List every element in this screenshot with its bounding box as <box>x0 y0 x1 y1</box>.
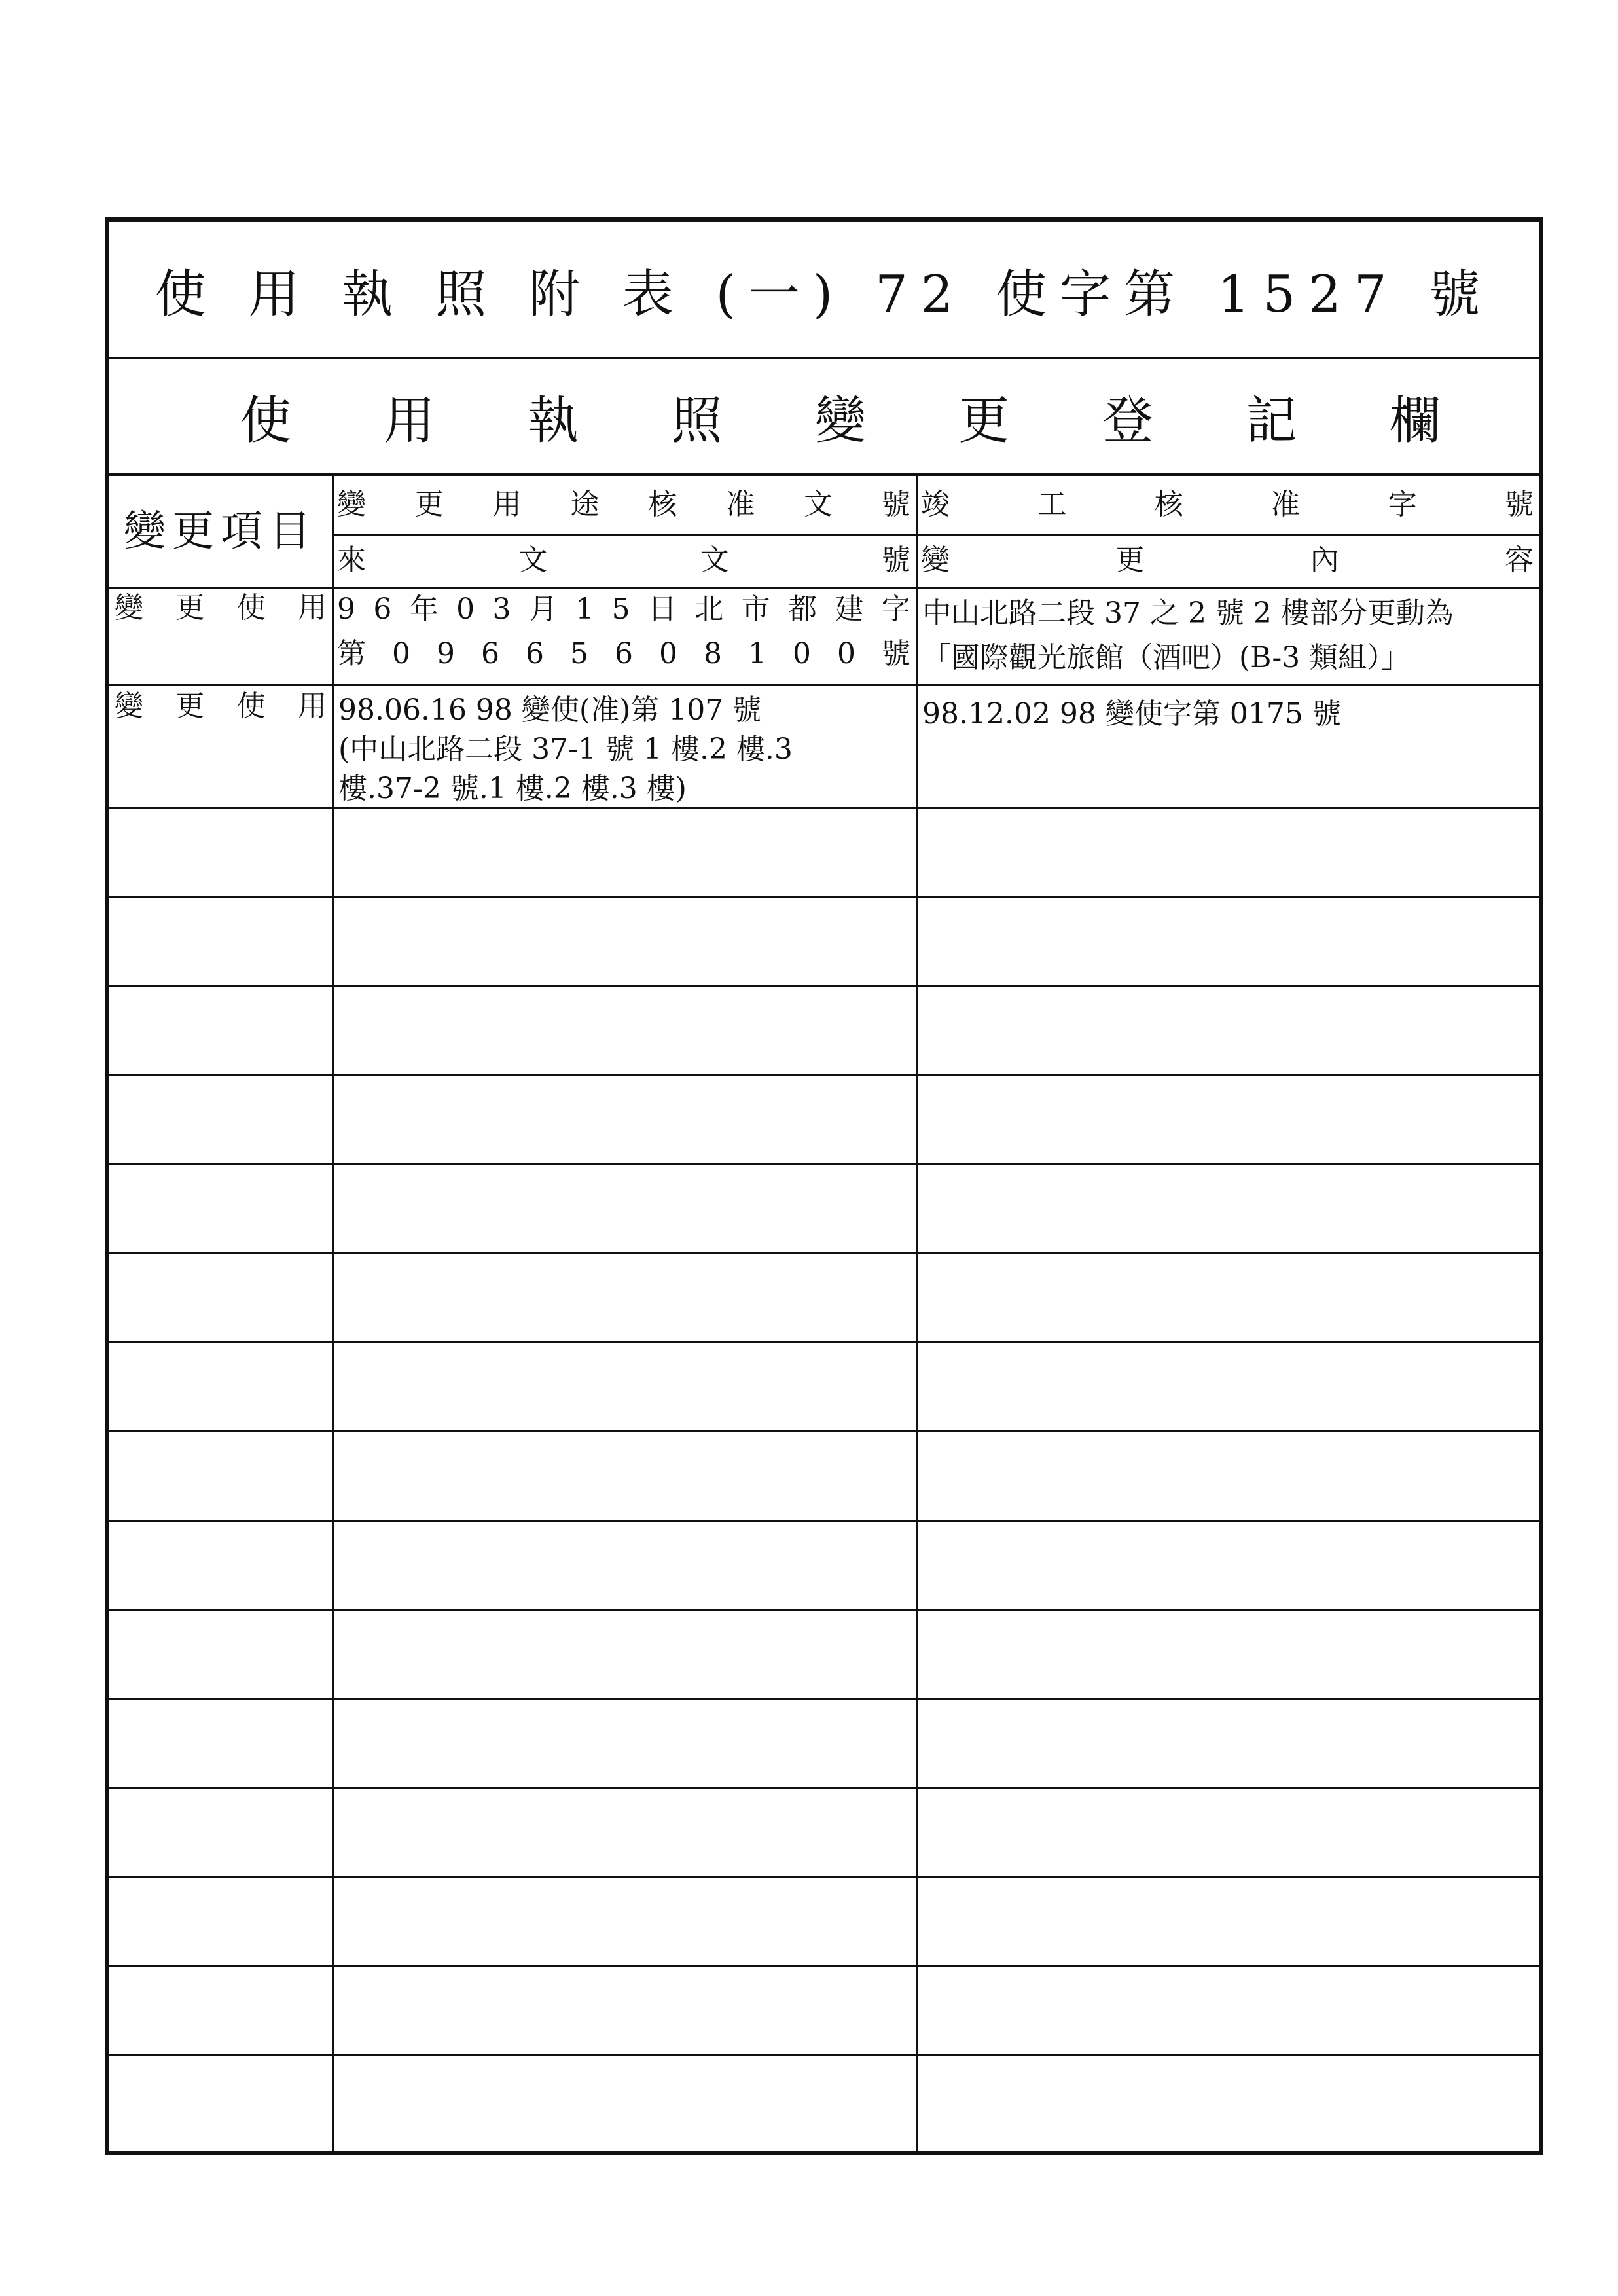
table-row-divider <box>109 1609 1539 1611</box>
registration-table <box>109 476 1539 2151</box>
license-attachment-form <box>105 217 1543 2155</box>
table-row-divider <box>109 1341 1539 1343</box>
header-incoming-doc-no: 來 文 文 號 <box>337 543 910 577</box>
table-row-divider <box>109 1163 1539 1165</box>
table-row-divider <box>109 1430 1539 1432</box>
row-2-doc-line-2: (中山北路二段 37-1 號 1 樓.2 樓.3 <box>338 733 793 766</box>
table-row-divider <box>109 1965 1539 1967</box>
row-1-doc-line-2: 第 0 9 6 6 5 6 0 8 1 0 0 號 <box>337 637 910 670</box>
table-row-divider <box>109 1520 1539 1522</box>
header-change-content: 變 更 內 容 <box>921 543 1534 577</box>
table-row-divider <box>109 1074 1539 1076</box>
table-row-divider <box>109 896 1539 898</box>
header-approval-doc-no: 變 更 用 途 核 准 文 號 <box>337 488 910 521</box>
row-1-content-line-2: 「國際觀光旅館（酒吧）(B-3 類組）」 <box>922 641 1411 674</box>
row-2-doc-line-3: 樓.37-2 號.1 樓.2 樓.3 樓) <box>338 772 687 805</box>
form-title: 使 用 執 照 附 表 (一) 72 使字第 1527 號 <box>109 222 1539 359</box>
header-completion-no: 竣 工 核 准 字 號 <box>921 488 1534 521</box>
header-change-item: 變更項目 <box>124 507 317 556</box>
table-row-divider <box>109 1698 1539 1700</box>
row-2-doc-line-1: 98.06.16 98 變使(准)第 107 號 <box>338 693 762 727</box>
row-1-item: 變 更 使 用 <box>115 591 327 625</box>
table-row-divider <box>109 985 1539 987</box>
form-subtitle: 使 用 執 照 變 更 登 記 欄 <box>109 359 1539 476</box>
row-1-doc-line-1: 9 6 年 0 3 月 1 5 日 北 市 都 建 字 <box>337 592 910 626</box>
table-row-divider <box>109 1876 1539 1878</box>
row-2-content-line-1: 98.12.02 98 變使字第 0175 號 <box>922 697 1341 731</box>
row-2-item: 變 更 使 用 <box>115 689 327 723</box>
row-1-content-line-1: 中山北路二段 37 之 2 號 2 樓部分更動為 <box>922 596 1454 630</box>
table-row-divider <box>109 1787 1539 1789</box>
table-row-divider <box>109 2054 1539 2056</box>
table-row-divider <box>109 1252 1539 1254</box>
